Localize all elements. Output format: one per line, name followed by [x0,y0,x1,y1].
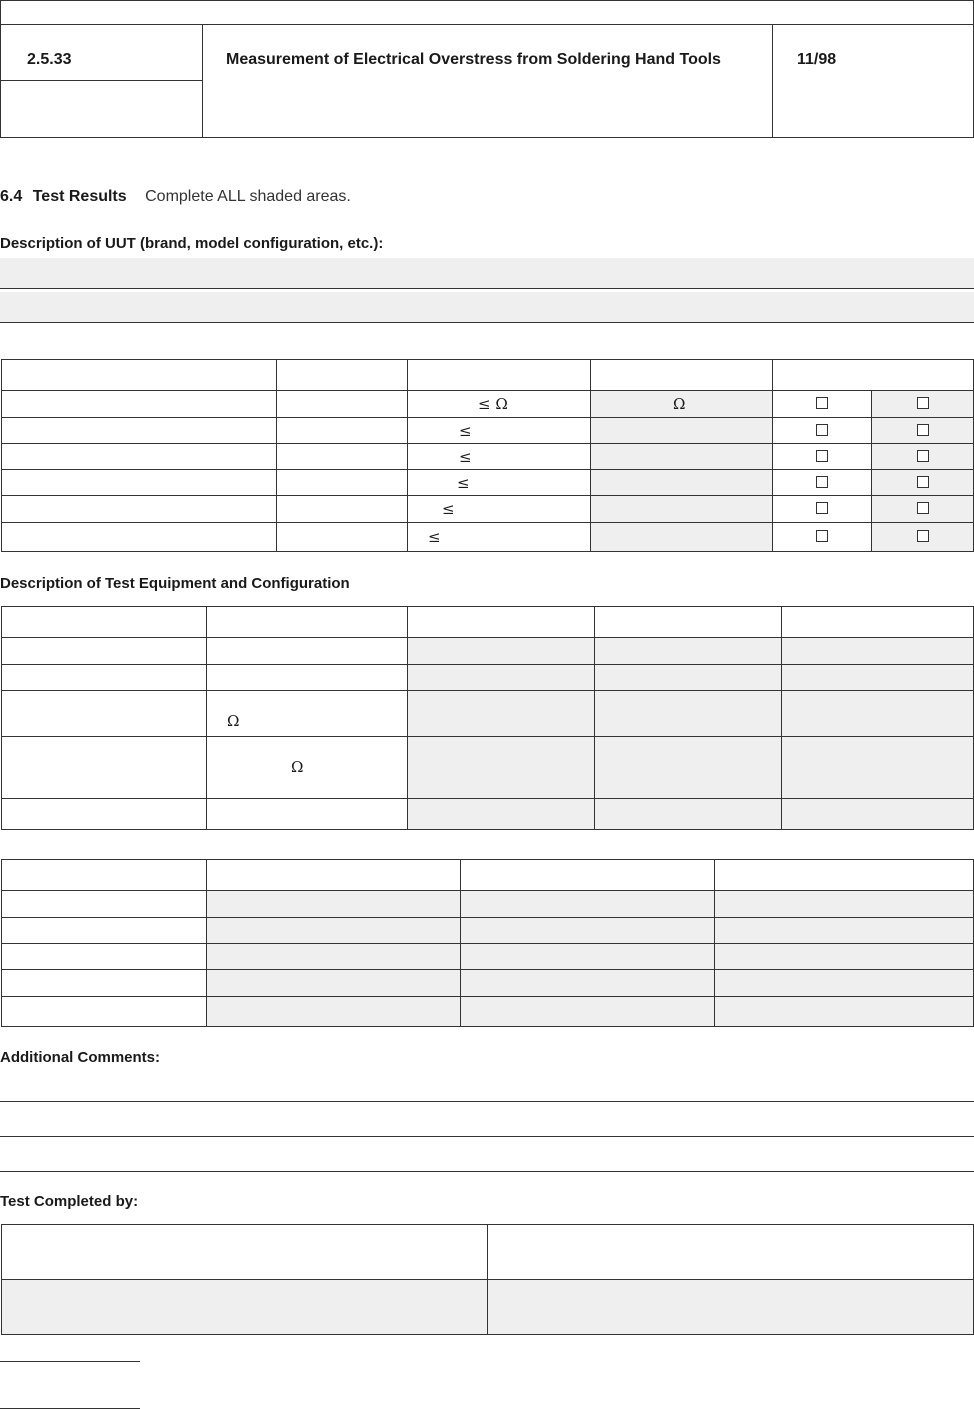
table-row [2,997,974,1027]
input-cell[interactable] [595,638,782,665]
header-divider-1 [202,24,203,138]
results-table [1,359,974,552]
fail-checkbox[interactable] [917,450,929,462]
table-row [2,523,974,552]
header-top-rule [0,24,974,25]
fail-checkbox[interactable] [917,476,929,488]
signature-table [1,1224,974,1335]
input-cell[interactable] [461,970,715,997]
limit-symbol: ≤ [442,500,455,518]
results-header-cell [773,360,974,391]
results-header-cell [591,360,773,391]
results-header-cell [408,360,591,391]
measured-cell[interactable] [591,523,773,552]
input-cell[interactable] [715,891,974,918]
table-row [2,470,974,496]
table-row [2,891,974,918]
input-cell[interactable] [207,970,461,997]
signature-field[interactable] [488,1280,974,1335]
pass-cell[interactable] [773,391,872,418]
uut-field-1[interactable] [0,258,974,289]
input-cell[interactable] [782,638,974,665]
limit-symbol: ≤ [457,474,470,492]
header-frame [0,0,974,138]
input-cell[interactable] [595,799,782,830]
input-cell[interactable] [595,691,782,737]
doc-date: 11/98 [797,51,837,68]
measured-cell[interactable] [591,418,773,444]
limit-symbol: ≤ Ω [478,395,508,413]
input-cell[interactable] [715,970,974,997]
results-header-cell [277,360,408,391]
input-cell[interactable] [207,944,461,970]
pass-checkbox[interactable] [816,450,828,462]
input-cell[interactable] [782,665,974,691]
comment-line-1[interactable] [0,1101,974,1102]
input-cell[interactable] [461,891,715,918]
input-cell[interactable] [595,737,782,799]
input-cell[interactable] [782,691,974,737]
fail-cell[interactable] [872,391,974,418]
input-cell[interactable] [715,944,974,970]
table-row [2,691,974,737]
limit-symbol: ≤ [428,528,441,546]
section-heading [0,188,351,206]
input-cell[interactable] [782,737,974,799]
comment-line-3[interactable] [0,1171,974,1172]
signature-field[interactable] [488,1225,974,1280]
input-cell[interactable] [595,665,782,691]
fail-checkbox[interactable] [917,502,929,514]
measured-cell[interactable] [591,391,773,418]
table-row [2,665,974,691]
table-row [2,638,974,665]
limit-cell [408,391,591,418]
ohm-symbol: Ω [291,758,304,776]
table-row [2,918,974,944]
pass-checkbox[interactable] [816,530,828,542]
table-row [2,391,974,418]
input-cell[interactable] [207,997,461,1027]
table-row [2,1280,974,1335]
input-cell[interactable] [207,891,461,918]
pass-checkbox[interactable] [816,397,828,409]
table-row [2,418,974,444]
measured-cell[interactable] [591,496,773,523]
table-row [2,970,974,997]
table-row [2,1225,974,1280]
section-number: 6.4 [0,188,23,205]
table-row [2,737,974,799]
fail-checkbox[interactable] [917,424,929,436]
doc-title: Measurement of Electrical Overstress from Soldering Hand Tools [226,51,721,68]
input-cell[interactable] [408,737,595,799]
table-row [2,860,974,891]
ohm-symbol: Ω [227,712,240,730]
signature-field[interactable] [2,1225,488,1280]
ohm-symbol: Ω [673,395,686,413]
input-cell[interactable] [408,799,595,830]
table-row [2,444,974,470]
input-cell[interactable] [782,799,974,830]
footnote-rule-1 [0,1361,140,1362]
input-cell[interactable] [715,997,974,1027]
completed-label: Test Completed by: [0,1193,139,1210]
table-row [2,944,974,970]
table-row [2,799,974,830]
input-cell[interactable] [408,691,595,737]
header-divider-2 [772,24,773,138]
input-cell[interactable] [408,665,595,691]
table-row [2,607,974,638]
input-cell[interactable] [408,638,595,665]
results-header-cell [2,360,277,391]
input-cell[interactable] [207,918,461,944]
measured-cell[interactable] [591,444,773,470]
input-cell[interactable] [461,997,715,1027]
header-left-split [0,80,202,81]
pass-checkbox[interactable] [816,476,828,488]
input-cell[interactable] [715,918,974,944]
limit-symbol: ≤ [459,422,472,440]
pass-checkbox[interactable] [816,424,828,436]
readings-table [1,859,974,1027]
equipment-table [1,606,974,830]
comment-line-2[interactable] [0,1136,974,1137]
signature-field[interactable] [2,1280,488,1335]
fail-checkbox[interactable] [917,397,929,409]
section-name: Test Results [32,188,127,205]
uut-field-2[interactable] [0,292,974,323]
uut-label: Description of UUT (brand, model configuration, etc.): [0,235,384,252]
table-row [2,496,974,523]
pass-checkbox[interactable] [816,502,828,514]
limit-symbol: ≤ [459,448,472,466]
section-instruction: Complete ALL shaded areas. [145,188,351,205]
input-cell[interactable] [461,944,715,970]
input-cell[interactable] [461,918,715,944]
fail-checkbox[interactable] [917,530,929,542]
comments-label: Additional Comments: [0,1049,160,1066]
doc-number: 2.5.33 [27,51,72,68]
equipment-label: Description of Test Equipment and Configuration [0,575,350,592]
measured-cell[interactable] [591,470,773,496]
